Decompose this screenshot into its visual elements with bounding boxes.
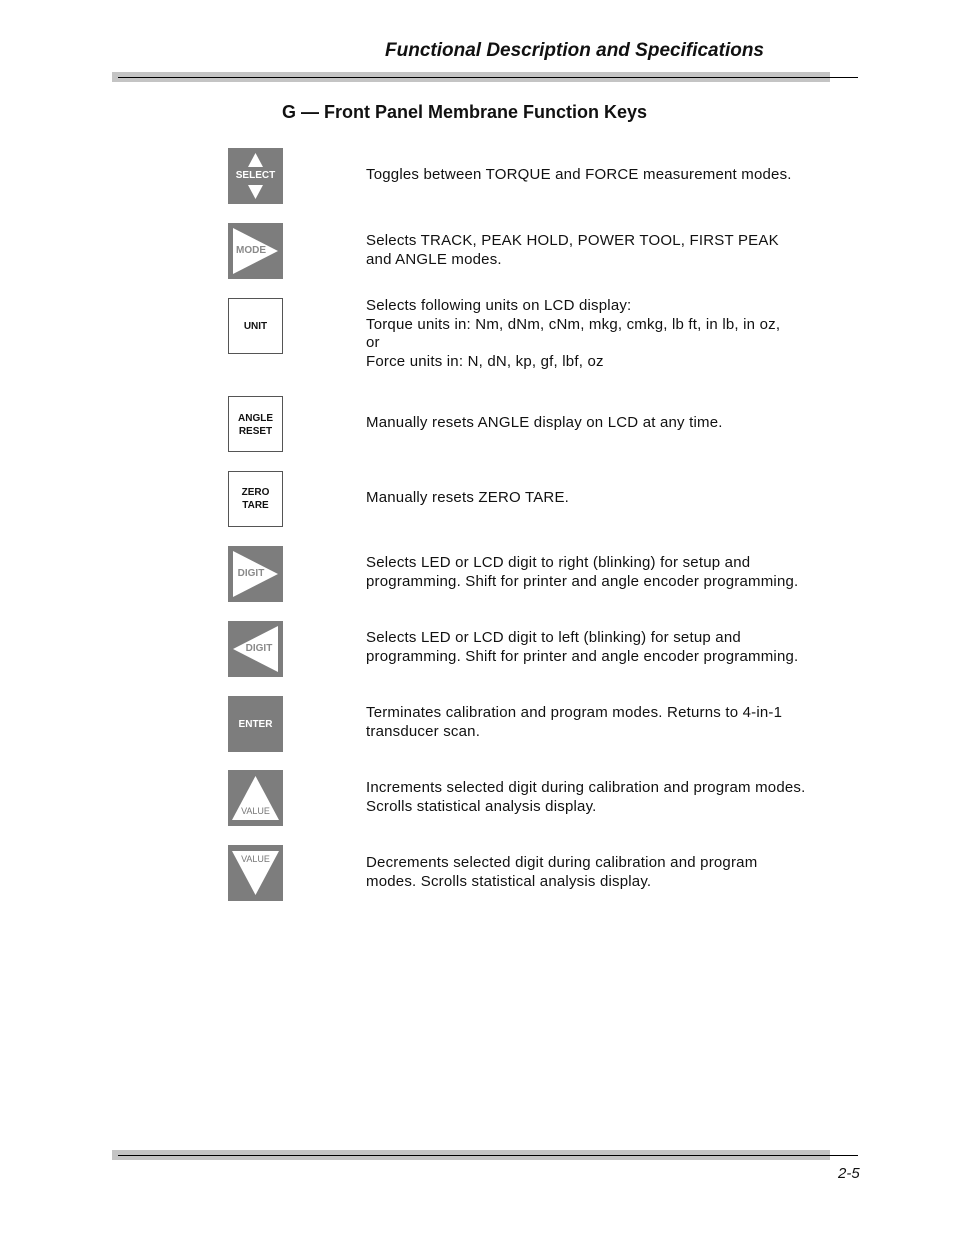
description-line: Selects LED or LCD digit to right (blinking) for setup and — [366, 554, 751, 571]
key-description — [366, 779, 866, 816]
description-line: Toggles between TORQUE and FORCE measurement modes. — [366, 166, 792, 183]
description-line: Manually resets ZERO TARE. — [366, 489, 570, 506]
description-line: and ANGLE modes. — [366, 250, 502, 268]
key-description — [366, 554, 866, 591]
running-header-title: Functional Description and Specifications — [385, 40, 764, 61]
key-label-line: TARE — [242, 500, 269, 511]
key-label: UNIT — [243, 321, 268, 332]
key-label: VALUE — [241, 806, 270, 816]
mode-key[interactable] — [228, 223, 283, 279]
enter-key[interactable] — [228, 696, 283, 752]
key-description — [366, 489, 866, 508]
key-label: DIGIT — [245, 643, 273, 654]
description-line: Selects TRACK, PEAK HOLD, POWER TOOL, FIRST PEAK — [366, 232, 779, 249]
description-line: Force units in: N, dN, kp, gf, lbf, oz — [366, 352, 604, 370]
key-label-line: RESET — [238, 426, 273, 437]
key-label: VALUE — [241, 854, 270, 864]
description-line: Selects following units on LCD display: — [366, 297, 632, 314]
key-label-line: ZERO — [241, 487, 270, 498]
description-line: Scrolls statistical analysis display. — [366, 797, 597, 815]
digit-right-key[interactable] — [228, 546, 283, 602]
select-key[interactable] — [228, 148, 283, 204]
digit-left-key[interactable] — [228, 621, 283, 677]
angle-reset-key[interactable] — [228, 396, 283, 452]
description-line: Decrements selected digit during calibration and program — [366, 854, 758, 871]
description-line: Terminates calibration and program modes. Returns to 4-in-1 — [366, 704, 783, 721]
unit-key[interactable] — [228, 298, 283, 354]
key-label: DIGIT — [237, 568, 265, 579]
description-line: programming. Shift for printer and angle encoder programming. — [366, 647, 799, 665]
page-number: 2-5 — [838, 1165, 860, 1182]
description-line: modes. Scrolls statistical analysis display. — [366, 872, 652, 890]
zero-tare-key[interactable] — [228, 471, 283, 527]
key-description — [366, 854, 866, 891]
key-label — [229, 412, 282, 438]
key-label — [229, 486, 282, 512]
footer-rule-line — [118, 1155, 858, 1156]
header-rule-line — [118, 77, 858, 78]
section-title: G — Front Panel Membrane Function Keys — [282, 102, 648, 122]
key-description — [366, 704, 866, 741]
key-description — [366, 297, 866, 371]
description-line: Selects LED or LCD digit to left (blinking) for setup and — [366, 629, 741, 646]
key-description — [366, 629, 866, 666]
description-line: or — [366, 334, 380, 351]
value-down-key[interactable] — [228, 845, 283, 901]
description-line: Manually resets ANGLE display on LCD at any time. — [366, 414, 723, 431]
description-line: programming. Shift for printer and angle encoder programming. — [366, 572, 799, 590]
description-line: Torque units in: Nm, dNm, cNm, mkg, cmkg, lb ft, in lb, in oz, — [366, 315, 781, 333]
description-line: Increments selected digit during calibration and program modes. — [366, 779, 806, 796]
key-label: SELECT — [235, 170, 276, 181]
key-label: ENTER — [238, 719, 273, 730]
key-label-line: ANGLE — [238, 413, 273, 424]
description-line: transducer scan. — [366, 722, 481, 740]
key-description — [366, 166, 866, 185]
key-description — [366, 414, 866, 433]
value-up-key[interactable] — [228, 770, 283, 826]
key-description — [366, 232, 866, 269]
key-label: MODE — [236, 245, 266, 256]
